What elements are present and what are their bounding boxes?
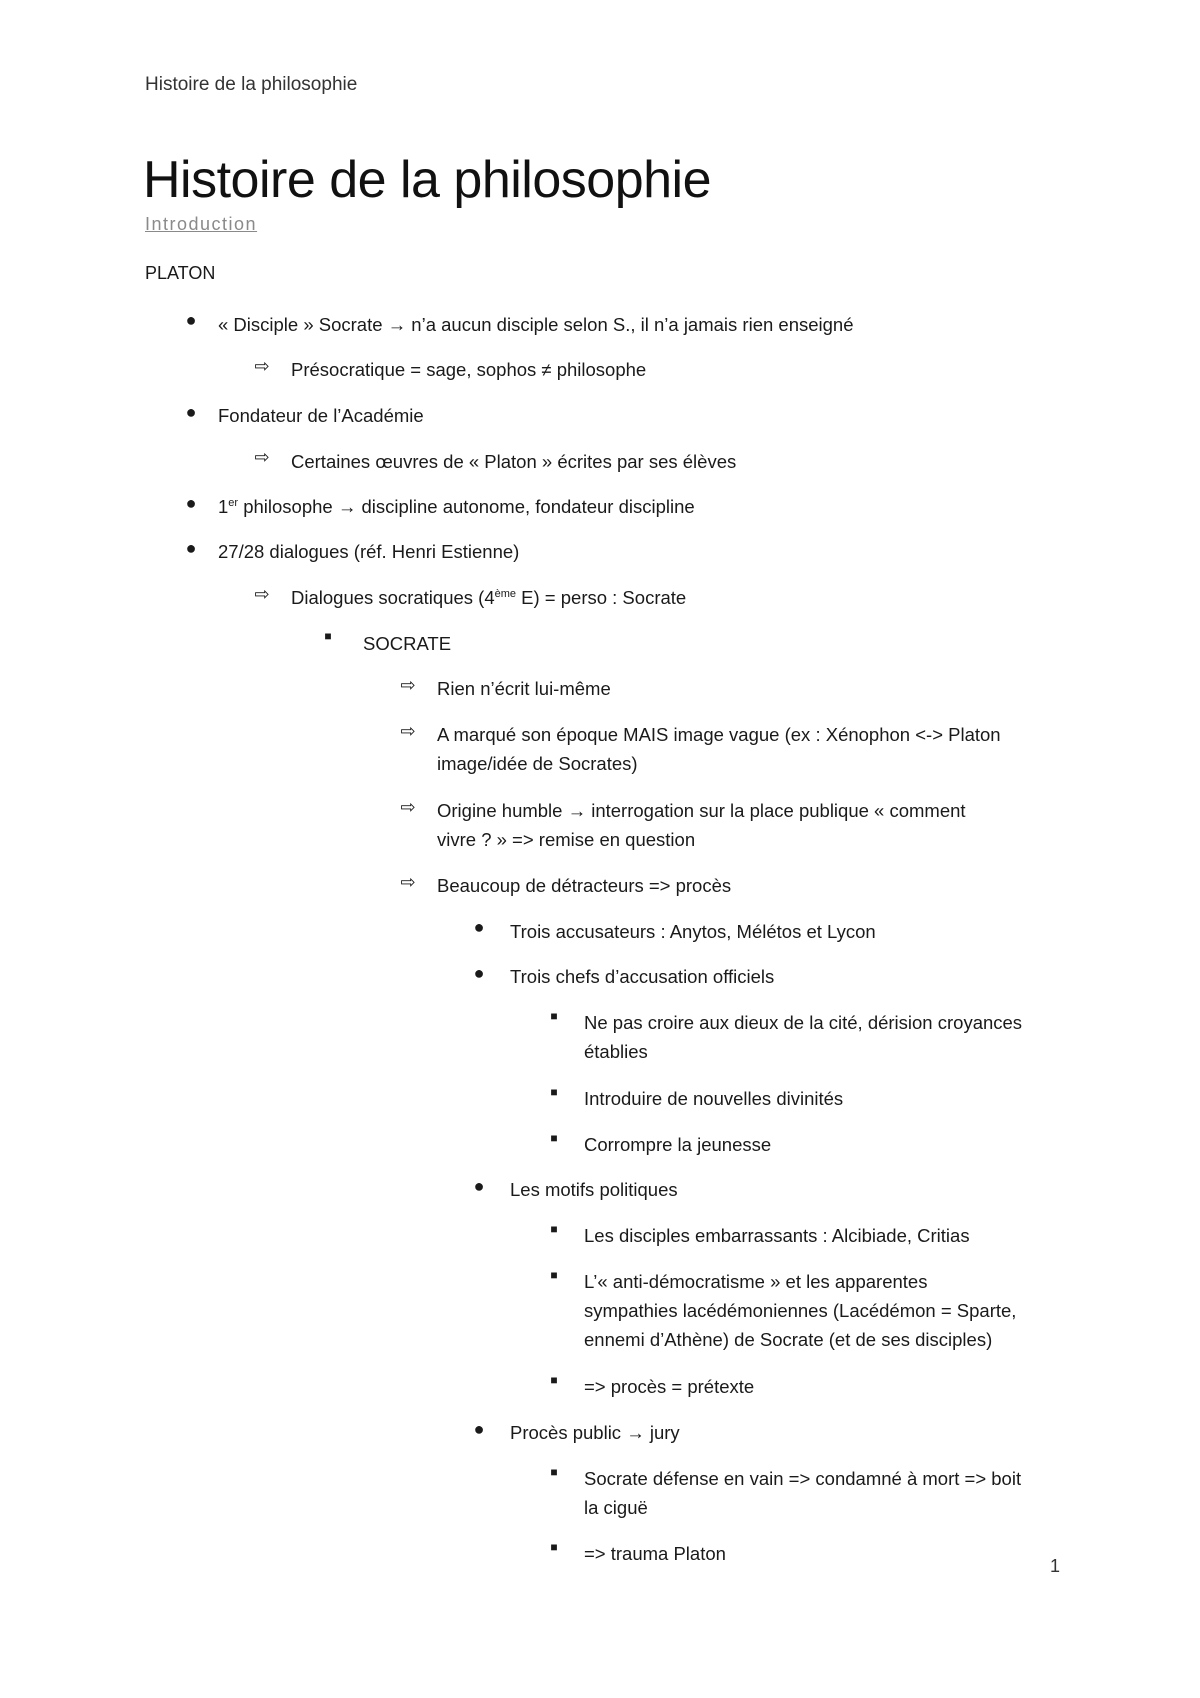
list-item-text: 27/28 dialogues (réf. Henri Estienne) — [218, 541, 520, 562]
document-title: Histoire de la philosophie — [143, 151, 712, 209]
square-bullet-icon: ■ — [550, 1085, 558, 1099]
list-item-text: L’« anti-démocratisme » et les apparentes — [584, 1271, 928, 1292]
section-subtitle: Introduction — [145, 214, 258, 234]
square-bullet-icon: ■ — [550, 1131, 558, 1145]
arrow-icon: ⇨ — [400, 721, 416, 741]
list-item-text: Origine humble → interrogation sur la place publique « comment — [437, 800, 966, 821]
list-item-text: ennemi d’Athène) de Socrate (et de ses disciples) — [584, 1329, 993, 1350]
list-item-text: A marqué son époque MAIS image vague (ex : Xénophon <-> Platon — [437, 724, 1001, 745]
arrow-icon: ⇨ — [400, 872, 416, 892]
section-heading: PLATON — [145, 263, 216, 283]
square-bullet-icon: ■ — [324, 629, 332, 643]
list-item-text: Certaines œuvres de « Platon » écrites par ses élèves — [291, 451, 737, 472]
list-item-text: 1er philosophe → discipline autonome, fondateur discipline — [218, 496, 695, 517]
list-item-text: établies — [584, 1041, 648, 1062]
bullet-icon: ● — [185, 402, 197, 422]
square-bullet-icon: ■ — [550, 1465, 558, 1479]
list-item-text: Dialogues socratiques (4ème E) = perso : Socrate — [291, 587, 687, 608]
bullet-icon: ● — [473, 917, 485, 937]
bullet-icon: ● — [473, 963, 485, 983]
arrow-icon: ⇨ — [254, 584, 270, 604]
list-item-text: Les disciples embarrassants : Alcibiade, Critias — [584, 1225, 970, 1246]
list-item-text: Beaucoup de détracteurs => procès — [437, 875, 732, 896]
bullet-icon: ● — [185, 310, 197, 330]
bullet-icon: ● — [185, 493, 197, 513]
list-item-text: Procès public → jury — [510, 1422, 680, 1443]
square-bullet-icon: ■ — [550, 1268, 558, 1282]
list-item-text: Introduire de nouvelles divinités — [584, 1088, 844, 1109]
list-item-text: Socrate défense en vain => condamné à mort => boit — [584, 1468, 1022, 1489]
page-number: 1 — [1050, 1556, 1061, 1576]
arrow-icon: ⇨ — [254, 447, 270, 467]
arrow-icon: ⇨ — [400, 797, 416, 817]
list-item-text: SOCRATE — [363, 633, 452, 654]
bullet-icon: ● — [185, 538, 197, 558]
list-item-text: Trois chefs d’accusation officiels — [510, 966, 775, 987]
list-item-text: => procès = prétexte — [584, 1376, 755, 1397]
list-item-text: vivre ? » => remise en question — [437, 829, 696, 850]
list-item-text: Fondateur de l’Académie — [218, 405, 424, 426]
list-item-text: image/idée de Socrates) — [437, 753, 638, 774]
square-bullet-icon: ■ — [550, 1540, 558, 1554]
bullet-icon: ● — [473, 1176, 485, 1196]
list-item-text: Rien n’écrit lui-même — [437, 678, 611, 699]
square-bullet-icon: ■ — [550, 1009, 558, 1023]
arrow-icon: ⇨ — [254, 356, 270, 376]
list-item-text: Ne pas croire aux dieux de la cité, dérision croyances — [584, 1012, 1023, 1033]
list-item-text: => trauma Platon — [584, 1543, 726, 1564]
square-bullet-icon: ■ — [550, 1373, 558, 1387]
running-header: Histoire de la philosophie — [145, 74, 358, 95]
list-item-text: Présocratique = sage, sophos ≠ philosophe — [291, 359, 647, 380]
list-item-text: sympathies lacédémoniennes (Lacédémon = Sparte, — [584, 1300, 1017, 1321]
square-bullet-icon: ■ — [550, 1222, 558, 1236]
arrow-icon: ⇨ — [400, 675, 416, 695]
list-item-text: Corrompre la jeunesse — [584, 1134, 772, 1155]
list-item-text: Trois accusateurs : Anytos, Mélétos et Lycon — [510, 921, 876, 942]
bullet-icon: ● — [473, 1419, 485, 1439]
list-item-text: Les motifs politiques — [510, 1179, 678, 1200]
list-item-text: la ciguë — [584, 1497, 648, 1518]
list-item-text: « Disciple » Socrate → n’a aucun disciple selon S., il n’a jamais rien enseigné — [218, 314, 854, 335]
